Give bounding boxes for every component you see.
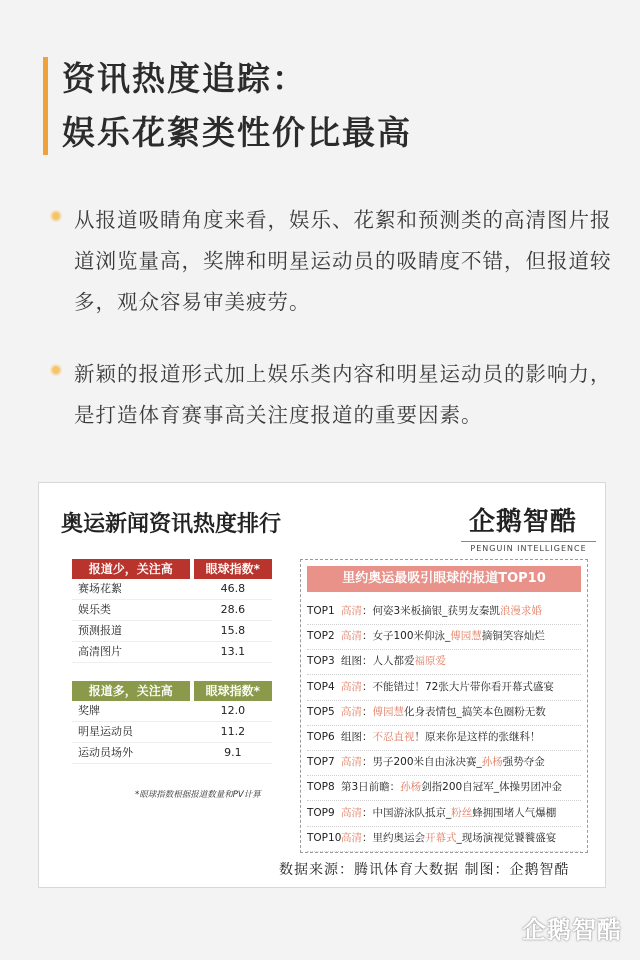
top10-tag: 高清 [341,680,362,693]
top10-highlight: 粉丝 [451,806,473,819]
infographic-card [38,482,606,888]
table-row [72,579,272,600]
row-category: 娱乐类 [78,603,111,616]
table-header-index: 眼球指数* [194,681,272,701]
data-source-credit: 数据来源：腾讯体育大数据 制图：企鹅智酷 [279,862,570,878]
top10-item [307,674,581,701]
bullet-dot-icon [52,212,60,220]
top10-text: ：里约奥运会 [362,831,425,844]
top10-tag: 高清 [341,806,362,819]
top10-highlight: 孙杨 [400,781,422,794]
table-row [72,600,272,621]
table-header [72,559,272,579]
top10-item [307,749,581,776]
top10-item [307,774,581,801]
top10-rank: TOP6 [307,731,335,743]
top10-text: ：不能错过！72张大片带你看开幕式盛宴 [362,680,554,693]
ranking-table-high-coverage [72,681,272,764]
row-index: 15.8 [220,624,246,637]
top10-highlight: 孙杨 [481,756,503,769]
top10-text: ：女子100米仰泳_ [362,630,451,643]
bullet-text: 新颖的报道形式加上娱乐类内容和明星运动员的影响力，是打造体育赛事高关注度报道的重要因素。 [74,362,612,427]
title-line-1: 资讯热度追踪： [62,59,307,98]
top10-rank: TOP2 [307,630,335,643]
row-category: 赛场花絮 [78,582,122,595]
row-index: 46.8 [220,582,246,595]
top10-text-tail: 剑指200自冠军_体操男团冲金 [421,781,562,794]
row-category: 奖牌 [78,704,100,717]
top10-highlight: 开幕式 [425,831,457,844]
logo-subtitle: PENGUIN INTELLIGENCE [461,541,596,553]
row-category: 高清图片 [78,645,122,658]
table-row [72,701,272,722]
table-header-category: 报道少，关注高 [72,559,190,579]
row-index: 28.6 [220,603,246,616]
top10-tag: 高清 [341,831,362,844]
card-title: 奥运新闻资讯热度排行 [61,512,282,537]
top10-text: 组图：人人都爱 [341,655,415,668]
bullet-dot-icon [52,366,60,374]
ranking-table-low-coverage [72,559,272,663]
top10-text: 组图： [341,731,373,743]
top10-item [307,648,581,675]
top10-rank: TOP5 [307,705,335,718]
top10-highlight: 不忍直视 [372,731,415,743]
row-category: 预测报道 [78,624,122,637]
table-row [72,743,272,764]
top10-item [307,623,581,650]
top10-rank: TOP3 [307,655,335,668]
watermark-logo: 企鹅智酷 [522,916,622,944]
table-header-index: 眼球指数* [194,559,272,579]
page-title [62,52,412,160]
top10-rank: TOP8 [307,781,335,794]
top10-tag: 高清 [341,605,362,617]
top10-text-tail: ！原来你是这样的张继科！ [414,731,541,743]
top10-text-tail: 摘铜笑容灿烂 [481,630,545,643]
row-index: 13.1 [220,645,246,658]
bullet-text: 从报道吸睛角度来看，娱乐、花絮和预测类的高清图片报道浏览量高，奖牌和明星运动员的吸睛度不错，但报道较多，观众容易审美疲劳。 [74,208,612,314]
top10-item [307,724,581,751]
top10-text-tail: 化身表情包_搞笑本色圈粉无数 [404,705,546,718]
top10-text: ：男子200米自由泳决赛_ [362,756,482,769]
title-line-2: 娱乐花絮类性价比最高 [62,113,412,152]
top10-rank: TOP4 [307,680,335,693]
table-row [72,722,272,743]
top10-tag: 高清 [341,756,362,769]
top10-box [300,559,588,853]
logo-text: 企鹅智酷 [469,507,578,537]
table-row [72,621,272,642]
table-header-category: 报道多，关注高 [72,681,190,701]
top10-highlight: 浪漫求婚 [499,605,542,617]
table-row [72,642,272,663]
top10-title: 里约奥运最吸引眼球的报道TOP10 [307,566,581,592]
top10-rank: TOP10 [307,831,342,844]
top10-highlight: 福原爱 [414,655,446,668]
top10-rank: TOP7 [307,756,335,769]
top10-rank: TOP1 [307,605,335,617]
top10-highlight: 傅园慧 [372,705,404,718]
top10-highlight: 傅园慧 [450,630,482,643]
top10-text: ：何姿3米板摘银_获男友秦凯 [362,605,500,617]
row-index: 11.2 [220,725,246,738]
row-category: 运动员场外 [78,746,133,759]
footnote: *眼球指数根据报道数量和PV计算 [135,790,261,800]
row-index: 9.1 [224,746,242,759]
top10-text-tail: _现场演视觉饕餮盛宴 [456,831,557,844]
top10-item [307,598,581,625]
penguin-logo [469,501,589,561]
top10-text: ： [362,705,373,718]
top10-text-tail: 蜂拥围堵人气爆棚 [472,806,557,819]
table-header [72,681,272,701]
top10-text: ：中国游泳队抵京_ [362,806,452,819]
top10-tag: 高清 [341,630,362,643]
top10-text: 第3日前瞻： [341,781,401,794]
top10-item [307,699,581,726]
top10-text-tail: 强势夺金 [502,756,545,769]
title-accent-bar [43,57,48,155]
row-category: 明星运动员 [78,725,133,738]
top10-item [307,800,581,827]
top10-item [307,825,581,852]
top10-tag: 高清 [341,705,362,718]
top10-rank: TOP9 [307,806,335,819]
row-index: 12.0 [220,704,246,717]
